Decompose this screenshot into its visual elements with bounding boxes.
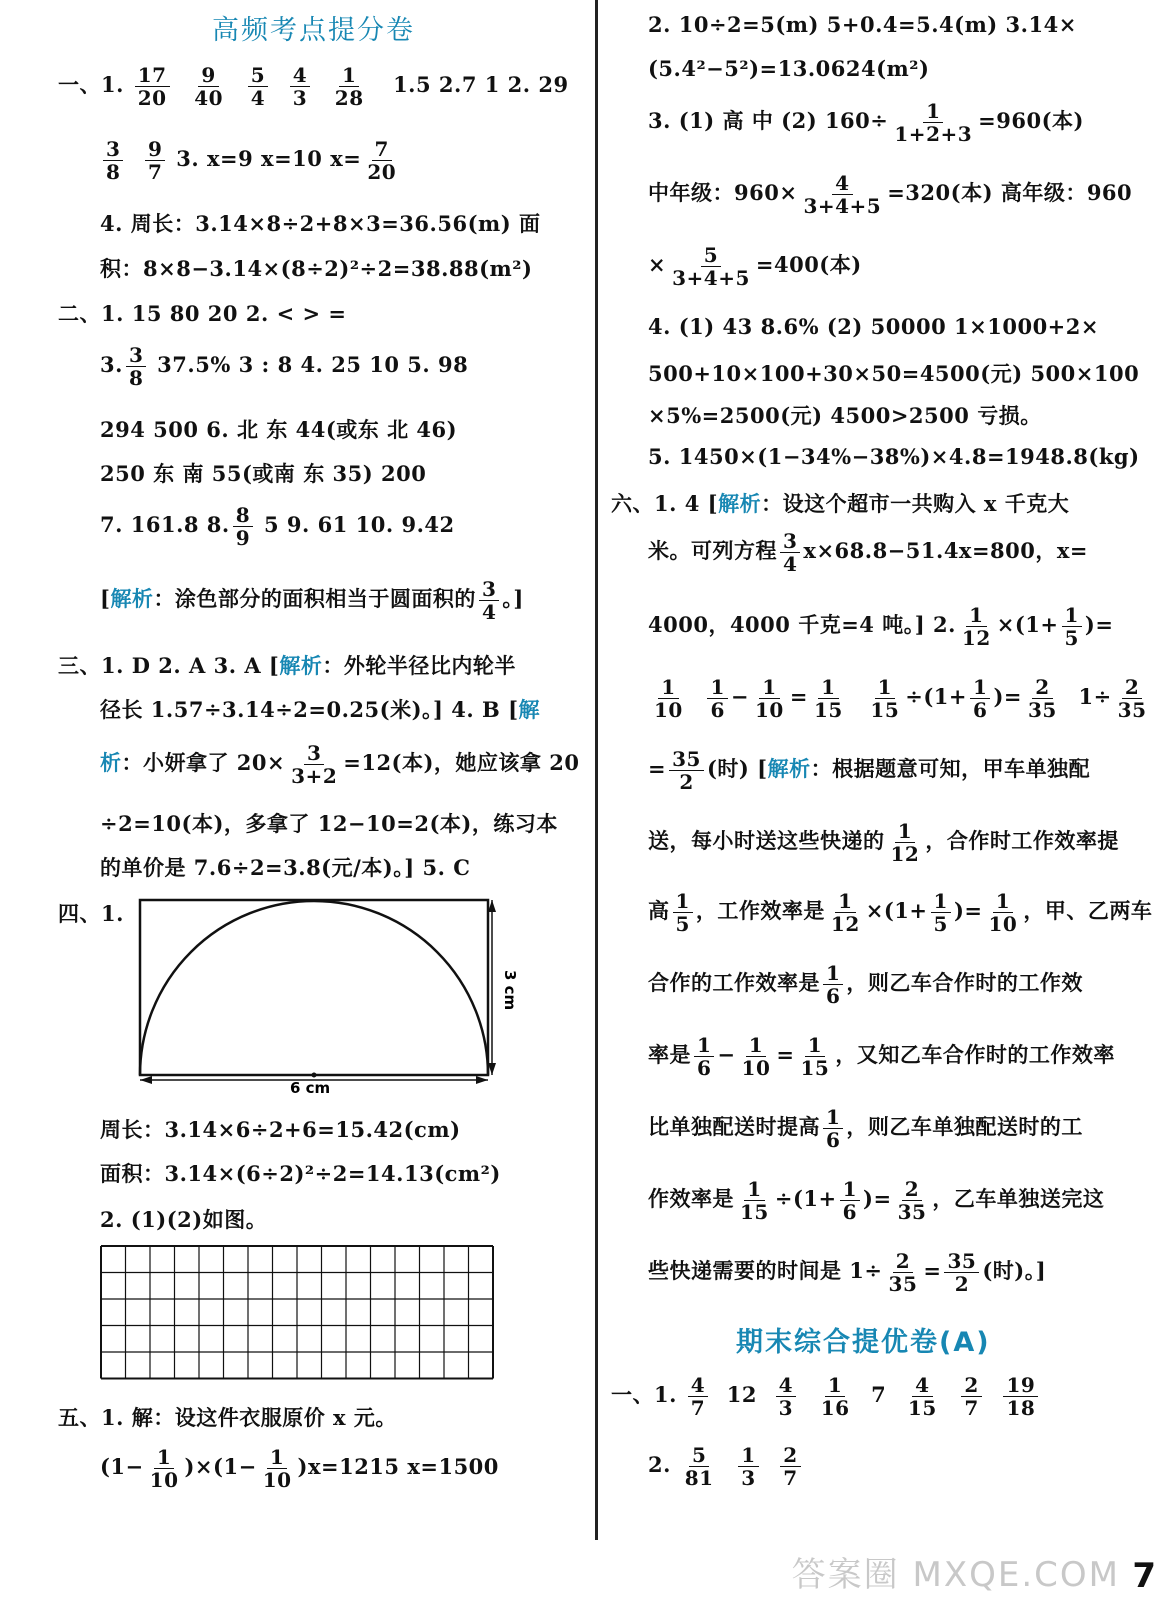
section-title: 高频考点提分卷 <box>212 15 415 46</box>
fraction: $\frac{1}{15}$ <box>800 1033 830 1080</box>
fraction: $\frac{1}{28}$ <box>334 63 364 110</box>
fraction: $\frac{3}{3+2}$ <box>291 741 338 788</box>
answer-line: 2. (1)(2)如图。 <box>100 1207 268 1232</box>
fraction: $\frac{8}{9}$ <box>233 504 253 549</box>
answer-line: 4. 周长：3.14×8÷2+8×3=36.56(m) 面 <box>100 211 541 236</box>
answer-line: 2. 10÷2=5(m) 5+0.4=5.4(m) 3.14× <box>648 12 1077 37</box>
answer-line: (1− $\frac{1}{10}$ )×(1− $\frac{1}{10}$ )x=1215 x=1500 <box>100 1445 499 1492</box>
fraction: $\frac{3}{8}$ <box>126 344 146 389</box>
fraction: $\frac{9}{7}$ <box>145 138 165 183</box>
answer-line: 三、1. D 2. A 3. A [解析：外轮半径比内轮半 <box>58 653 516 678</box>
page-number: 7 <box>1132 1556 1156 1596</box>
answer-line: 径长 1.57÷3.14÷2=0.25(米)。] 4. B [解 <box>100 697 540 722</box>
fraction: $\frac{3}{4}$ <box>780 530 800 575</box>
answer-line: 五、1. 解：设这件衣服原价 x 元。 <box>58 1405 397 1430</box>
fraction: $\frac{4}{3}$ <box>776 1374 796 1419</box>
fraction: $\frac{4}{15}$ <box>907 1373 937 1420</box>
answer-line: 高 $\frac{1}{5}$ ，工作效率是 $\frac{1}{12}$ ×(1+ $\frac{1}{5}$ )= $\frac{1}{10}$ ，甲、乙两车 <box>648 889 1153 936</box>
fraction: $\frac{1}{15}$ <box>870 675 900 722</box>
fraction: $\frac{1}{6}$ <box>707 676 727 721</box>
fraction: $\frac{3}{4}$ <box>479 578 499 623</box>
fraction: $\frac{5}{81}$ <box>684 1443 714 1490</box>
fraction: $\frac{4}{3}$ <box>290 64 310 109</box>
fraction: $\frac{2}{35}$ <box>1027 675 1057 722</box>
fraction: $\frac{1}{15}$ <box>740 1177 769 1224</box>
answer-line: 四、1. <box>58 901 124 926</box>
fraction: $\frac{1}{6}$ <box>823 1106 843 1151</box>
fraction: $\frac{35}{2}$ <box>669 748 704 793</box>
answer-line: 500+10×100+30×50=4500(元) 500×100 <box>648 361 1140 386</box>
answer-line: 4000，4000 千克=4 吨。] 2. $\frac{1}{12}$ ×(1+ $\frac{1}{5}$ )= <box>648 603 1114 650</box>
fraction: $\frac{1}{12}$ <box>890 819 920 866</box>
answer-line: × $\frac{5}{3+4+5}$ =400(本) <box>648 243 862 290</box>
answer-line: 六、1. 4 [解析：设这个超市一共购入 x 千克大 <box>611 491 1070 516</box>
fraction: $\frac{1}{12}$ <box>961 603 991 650</box>
fraction: $\frac{4}{3+4+5}$ <box>803 171 882 218</box>
fraction: $\frac{5}{3+4+5}$ <box>672 243 750 290</box>
semicircle-figure <box>130 895 520 1105</box>
fraction: $\frac{2}{35}$ <box>897 1177 927 1224</box>
answer-line: 4. (1) 43 8.6% (2) 50000 1×1000+2× <box>648 314 1099 339</box>
fraction: $\frac{1}{6}$ <box>823 962 843 1007</box>
fraction: $\frac{1}{6}$ <box>694 1034 714 1079</box>
fraction: $\frac{1}{6}$ <box>970 676 990 721</box>
fraction: $\frac{9}{40}$ <box>194 63 224 110</box>
fraction: $\frac{1}{10}$ <box>262 1445 292 1492</box>
answer-line: 2. $\frac{5}{81}$ $\frac{1}{3}$ $\frac{2}{7}$ <box>648 1444 804 1489</box>
answer-line: 一、1. $\frac{17}{20}$ $\frac{9}{40}$ $\frac{5}{4}$ $\frac{4}{3}$ $\frac{1}{28}$ 1.5 2.7 1 2. 29 <box>58 63 569 110</box>
fraction: $\frac{4}{7}$ <box>688 1374 708 1419</box>
fraction: $\frac{2}{35}$ <box>1117 675 1147 722</box>
answer-line: (5.4²−5²)=13.0624(m²) <box>648 56 930 81</box>
answer-line: 比单独配送时提高 $\frac{1}{6}$ ，则乙车单独配送时的工 <box>648 1105 1083 1152</box>
fraction: $\frac{1}{5}$ <box>673 890 693 935</box>
fraction: $\frac{1}{10}$ <box>741 1033 771 1080</box>
answer-line: 作效率是 $\frac{1}{15}$ ÷(1+ $\frac{1}{6}$ )= $\frac{2}{35}$ ，乙车单独送完这 <box>648 1177 1105 1224</box>
answer-line: 面积：3.14×(6÷2)²÷2=14.13(cm²) <box>100 1161 501 1186</box>
answer-line: = $\frac{35}{2}$ (时) [解析：根据题意可知，甲车单独配 <box>648 747 1091 794</box>
answer-line: $\frac{3}{8}$ $\frac{9}{7}$ 3. x=9 x=10 x= $\frac{7}{20}$ <box>100 138 402 183</box>
fraction: $\frac{7}{20}$ <box>367 137 397 184</box>
answer-line: 3. $\frac{3}{8}$ 37.5% 3 : 8 4. 25 10 5. 98 <box>100 343 469 390</box>
fraction: $\frac{1}{3}$ <box>738 1444 758 1489</box>
fraction: $\frac{2}{7}$ <box>780 1444 800 1489</box>
answer-line: 3. (1) 高 中 (2) 160÷ $\frac{1}{1+2+3}$ =960(本) <box>648 99 1084 146</box>
fraction: $\frac{3}{8}$ <box>103 138 123 183</box>
fraction: $\frac{35}{2}$ <box>944 1250 979 1295</box>
fraction: $\frac{5}{4}$ <box>248 64 268 109</box>
answer-line: ÷2=10(本)，多拿了 12−10=2(本)，练习本 <box>100 811 558 836</box>
watermark: 答案圈 MXQE.COM <box>791 1555 1120 1595</box>
fraction: $\frac{1}{5}$ <box>931 890 951 935</box>
answer-line: $\frac{1}{10}$ $\frac{1}{6}$ − $\frac{1}{10}$ = $\frac{1}{15}$ $\frac{1}{15}$ ÷(1+ $\frac{1}{6}$ )= $\frac{2}{35}$ 1÷ $\frac{2}{35}$ <box>648 676 1153 721</box>
answer-line: ×5%=2500(元) 4500>2500 亏损。 <box>648 403 1042 428</box>
fraction: $\frac{1}{10}$ <box>654 675 683 722</box>
fraction: $\frac{1}{10}$ <box>988 889 1018 936</box>
answer-line: 中年级：960× $\frac{4}{3+4+5}$ =320(本) 高年级：960 <box>648 171 1133 218</box>
answer-line: 周长：3.14×6÷2+6=15.42(cm) <box>100 1117 461 1142</box>
answer-line: 294 500 6. 北 东 44(或东 北 46) <box>100 417 458 442</box>
fraction: $\frac{2}{35}$ <box>888 1249 918 1296</box>
answer-line: [解析：涂色部分的面积相当于圆面积的 $\frac{3}{4}$ 。] <box>100 577 524 624</box>
answer-line: 7. 161.8 8. $\frac{8}{9}$ 5 9. 61 10. 9.42 <box>100 503 455 550</box>
answer-line: 一、1. $\frac{4}{7}$ 12 $\frac{4}{3}$ $\frac{1}{16}$ 7 $\frac{4}{15}$ $\frac{2}{7}$ $\frac{19}{18}$ <box>611 1374 1041 1419</box>
answer-line: 率是 $\frac{1}{6}$ − $\frac{1}{10}$ = $\frac{1}{15}$ ，又知乙车合作时的工作效率 <box>648 1033 1115 1080</box>
fraction: $\frac{17}{20}$ <box>135 64 170 109</box>
fraction: $\frac{2}{7}$ <box>961 1374 981 1419</box>
dimension-width-label: 6 cm <box>290 1079 331 1097</box>
answer-line: 二、1. 15 80 20 2. < > = <box>58 301 347 326</box>
answer-line: 积：8×8−3.14×(8÷2)²÷2=38.88(m²) <box>100 256 533 281</box>
answer-line: 的单价是 7.6÷2=3.8(元/本)。] 5. C <box>100 855 471 880</box>
fraction: $\frac{1}{1+2+3}$ <box>894 99 973 146</box>
fraction: $\frac{1}{15}$ <box>813 675 843 722</box>
answer-line: 5. 1450×(1−34%−38%)×4.8=1948.8(kg) <box>648 444 1140 469</box>
fraction: $\frac{1}{10}$ <box>149 1445 179 1492</box>
fraction: $\frac{1}{12}$ <box>830 889 860 936</box>
fraction: $\frac{1}{10}$ <box>755 675 784 722</box>
fraction: $\frac{1}{16}$ <box>820 1373 850 1420</box>
answer-line: 送，每小时送这些快递的 $\frac{1}{12}$ ，合作时工作效率提 <box>648 819 1119 866</box>
answer-line: 析：小妍拿了 20× $\frac{3}{3+2}$ =12(本)，她应该拿 20 <box>100 741 580 788</box>
section-title: 期末综合提优卷(A) <box>736 1327 991 1358</box>
answer-line: 250 东 南 55(或南 东 35) 200 <box>100 461 427 486</box>
fraction: $\frac{19}{18}$ <box>1003 1374 1038 1419</box>
fraction: $\frac{1}{5}$ <box>1062 604 1082 649</box>
column-divider <box>595 0 598 1540</box>
answer-grid <box>100 1245 502 1381</box>
dimension-height-label: 3 cm <box>501 970 519 1011</box>
answer-line: 些快递需要的时间是 1÷ $\frac{2}{35}$ = $\frac{35}{2}$ (时)。] <box>648 1249 1047 1296</box>
fraction: $\frac{1}{6}$ <box>840 1178 860 1223</box>
answer-line: 合作的工作效率是 $\frac{1}{6}$ ，则乙车合作时的工作效 <box>648 961 1083 1008</box>
answer-line: 米。可列方程 $\frac{3}{4}$ x×68.8−51.4x=800，x= <box>648 529 1088 576</box>
